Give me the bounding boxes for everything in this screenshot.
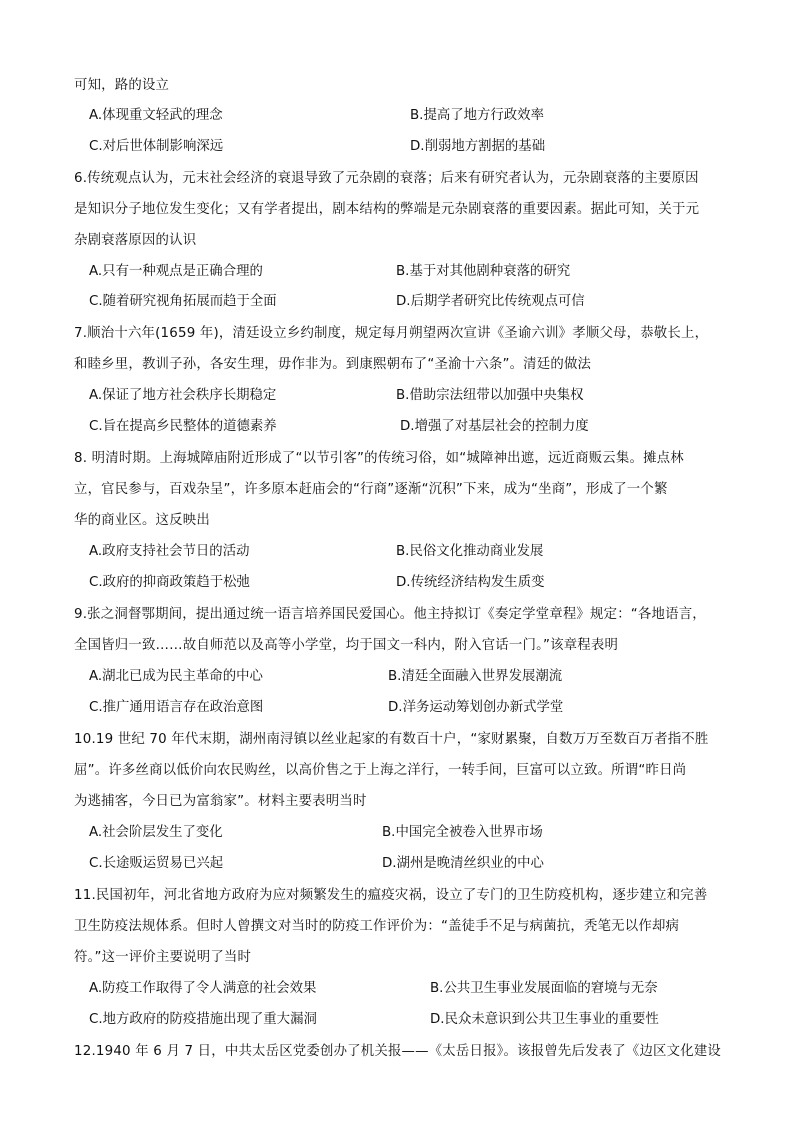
question-5-stem-line: 可知，路的设立 (74, 78, 170, 93)
option-a: A.只有一种观点是正确合理的 (89, 264, 263, 279)
option-d: D.洋务运动筹划创办新式学堂 (388, 700, 564, 715)
option-d: D.传统经济结构发生质变 (396, 575, 545, 590)
option-a: A.体现重文轻武的理念 (89, 108, 223, 123)
option-b: B.公共卫生事业发展面临的窘境与无奈 (430, 981, 658, 996)
option-b: B.民俗文化推动商业发展 (396, 544, 544, 559)
option-d: D.后期学者研究比传统观点可信 (396, 294, 585, 309)
option-c: C.随着研究视角拓展而趋于全面 (89, 294, 277, 309)
question-10-stem-line: 为逃捕客，今日已为富翁家”。材料主要表明当时 (74, 794, 367, 809)
option-a: A.防疫工作取得了令人满意的社会效果 (89, 981, 317, 996)
option-b: B.提高了地方行政效率 (410, 108, 544, 123)
question-10-stem-line: 10.19 世纪 70 年代末期，湖州南浔镇以丝业起家的有数百十户，“家财累聚，自数万万至数百万者指不胜 (74, 732, 709, 747)
question-6-stem-line: 6.传统观点认为，元末社会经济的衰退导致了元杂剧的衰落；后来有研究者认为，元杂剧衰落的主要原因 (74, 171, 699, 186)
option-c: C.对后世体制影响深远 (89, 139, 224, 154)
option-b: B.中国完全被卷入世界市场 (382, 825, 543, 840)
question-8-stem-line: 立，官民参与，百戏杂呈”，许多原本赶庙会的“行商”逐渐“沉积”下来，成为“坐商”，形成了一个繁 (74, 482, 668, 497)
option-c: C.旨在提高乡民整体的道德素养 (89, 419, 277, 434)
question-11-stem-line: 符。”这一评价主要说明了当时 (74, 950, 252, 965)
option-c: C.政府的抑商政策趋于松弛 (89, 575, 250, 590)
question-7-stem-line: 7.顺治十六年(1659 年)，清廷设立乡约制度，规定每月朔望两次宣讲《圣谕六训》孝顺父母，恭敬长上， (74, 326, 709, 341)
question-10-stem-line: 屈”。许多丝商以低价向农民购丝，以高价售之于上海之洋行，一转手间，巨富可以立致。所谓“昨日尚 (74, 763, 687, 778)
option-a: A.社会阶层发生了变化 (89, 825, 223, 840)
question-6-stem-line: 是知识分子地位发生变化；又有学者提出，剧本结构的弊端是元杂剧衰落的重要因素。据此可知，关于元 (74, 202, 700, 217)
question-8-stem-line: 华的商业区。这反映出 (74, 513, 210, 528)
question-8-stem-line: 8. 明清时期。上海城障庙附近形成了“以节引客”的传统习俗，如“城障神出遮，远近商贩云集。摊点林 (74, 451, 684, 466)
option-b: B.基于对其他剧种衰落的研究 (396, 264, 571, 279)
option-a: A.保证了地方社会秩序长期稳定 (89, 388, 277, 403)
question-9-stem-line: 9.张之洞督鄂期间，提出通过统一语言培养国民爱国心。他主持拟订《奏定学堂章程》规定：“各地语言， (74, 607, 706, 622)
question-12-stem-line: 12.1940 年 6 月 7 日，中共太岳区党委创办了机关报——《太岳日报》。该报曾先后发表了《边区文化建设 (74, 1044, 722, 1059)
option-b: B.清廷全面融入世界发展潮流 (388, 669, 563, 684)
question-7-stem-line: 和睦乡里，教训子孙，各安生理，毋作非为。到康熙朝布了“圣渝十六条”。清廷的做法 (74, 357, 592, 372)
question-6-stem-line: 杂剧衰落原因的认识 (74, 233, 197, 248)
option-c: C.长途贩运贸易已兴起 (89, 856, 224, 871)
option-b: B.借助宗法纽带以加强中央集权 (396, 388, 584, 403)
question-9-stem-line: 全国皆归一致……故自师范以及高等小学堂，均于国文一科内，附入官话一门。”该章程表明 (74, 638, 619, 653)
question-11-stem-line: 卫生防疫法规体系。但时人曾撰文对当时的防疫工作评价为：“盖徒手不足与病菌抗，秃笔无以作却病 (74, 919, 680, 934)
option-d: D.增强了对基层社会的控制力度 (400, 419, 589, 434)
option-d: D.削弱地方割据的基础 (410, 139, 546, 154)
option-c: C.地方政府的防疫措施出现了重大漏洞 (89, 1012, 317, 1027)
option-d: D.民众未意识到公共卫生事业的重要性 (430, 1012, 659, 1027)
option-a: A.湖北已成为民主革命的中心 (89, 669, 263, 684)
option-d: D.湖州是晚清丝织业的中心 (382, 856, 544, 871)
question-11-stem-line: 11.民国初年，河北省地方政府为应对频繁发生的瘟疫灾祸，设立了专门的卫生防疫机构，逐步建立和完善 (74, 888, 708, 903)
option-a: A.政府支持社会节日的活动 (89, 544, 250, 559)
option-c: C.推广通用语言存在政治意图 (89, 700, 264, 715)
